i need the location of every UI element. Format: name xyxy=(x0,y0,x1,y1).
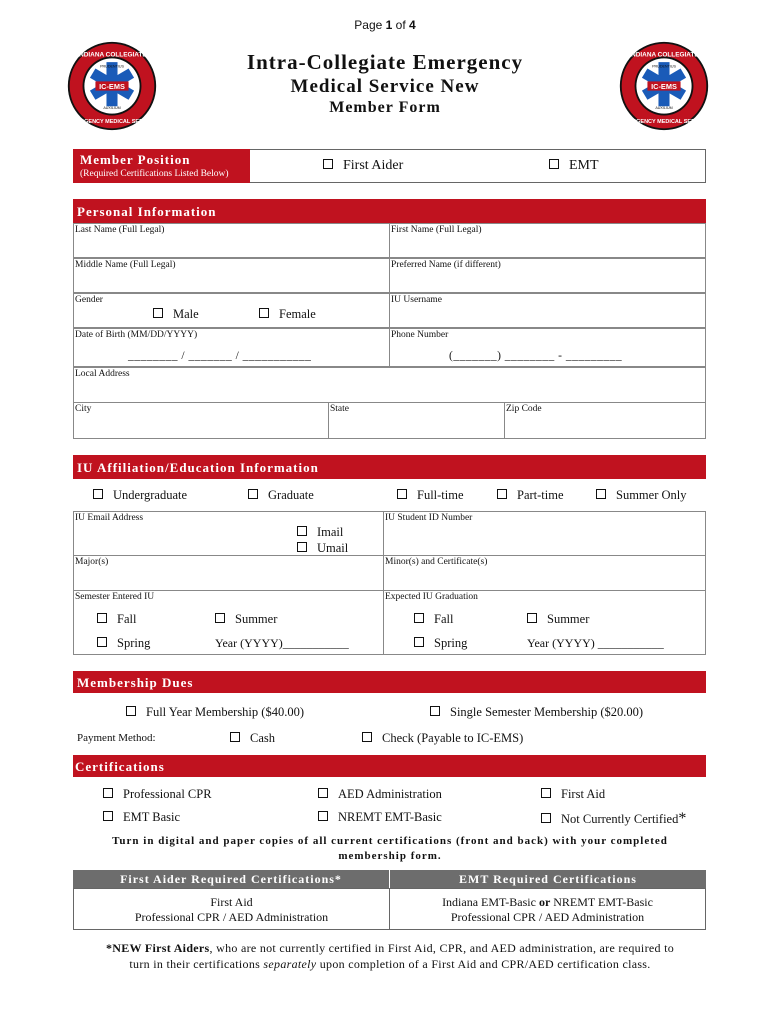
grad-year-blank[interactable]: Year (YYYY) ___________ xyxy=(527,636,664,650)
svg-text:INDIANA COLLEGIATE: INDIANA COLLEGIATE xyxy=(77,51,147,59)
not-currently-certified-checkbox[interactable]: Not Currently Certified* xyxy=(541,810,686,828)
single-semester-membership-checkbox[interactable]: Single Semester Membership ($20.00) xyxy=(430,705,643,720)
member-position-subtitle: (Required Certifications Listed Below) xyxy=(80,169,229,179)
emt-basic-checkbox[interactable]: EMT Basic xyxy=(103,810,180,825)
state-field[interactable]: State xyxy=(328,402,505,439)
local-address-field[interactable]: Local Address xyxy=(73,367,706,403)
affiliation-header xyxy=(73,455,706,479)
gender-field: Gender xyxy=(73,293,390,328)
umail-checkbox[interactable]: Umail xyxy=(297,541,348,556)
student-id-field[interactable]: IU Student ID Number xyxy=(383,511,706,556)
dob-blank: ________ / _______ / ___________ xyxy=(128,350,312,362)
expected-graduation-field: Expected IU Graduation xyxy=(383,590,706,655)
summer-only-checkbox[interactable]: Summer Only xyxy=(596,488,686,503)
zip-code-field[interactable]: Zip Code xyxy=(504,402,706,439)
certifications-note: Turn in digital and paper copies of all current certifications (front and back) with your completed membership form. xyxy=(112,835,668,862)
svg-text:EMERGENCY MEDICAL SERVICE: EMERGENCY MEDICAL SERVICE xyxy=(620,118,708,125)
dues-title: Membership Dues xyxy=(77,675,194,690)
male-checkbox[interactable]: Male xyxy=(153,307,199,322)
entered-fall-checkbox[interactable]: Fall xyxy=(97,612,136,627)
svg-text:IC-EMS: IC-EMS xyxy=(99,81,125,91)
svg-text:EMERGENCY MEDICAL SERVICE: EMERGENCY MEDICAL SERVICE xyxy=(68,118,156,125)
professional-cpr-checkbox[interactable]: Professional CPR xyxy=(103,787,212,802)
form-title-line2: Medical Service New xyxy=(290,76,480,97)
member-position-header xyxy=(73,149,250,183)
graduate-checkbox[interactable]: Graduate xyxy=(248,488,314,503)
preferred-name-field[interactable]: Preferred Name (if different) xyxy=(389,258,706,293)
affiliation-title: IU Affiliation/Education Information xyxy=(77,460,319,475)
svg-text:AUXILIUM: AUXILIUM xyxy=(655,106,673,110)
svg-text:PRUDENTIUS: PRUDENTIUS xyxy=(100,64,124,69)
first-name-field[interactable]: First Name (Full Legal) xyxy=(389,223,706,258)
grad-fall-checkbox[interactable]: Fall xyxy=(414,612,453,627)
personal-info-header xyxy=(73,199,706,223)
first-aider-checkbox[interactable]: First Aider xyxy=(323,158,403,174)
minor-field[interactable]: Minor(s) and Certificate(s) xyxy=(383,555,706,591)
svg-text:AUXILIUM: AUXILIUM xyxy=(103,106,121,110)
first-aider-required-cell: First Aid Professional CPR / AED Administration xyxy=(73,888,390,930)
iu-username-field[interactable]: IU Username xyxy=(389,293,706,328)
nremt-emt-basic-checkbox[interactable]: NREMT EMT-Basic xyxy=(318,810,442,825)
iu-email-field[interactable]: IU Email Address xyxy=(73,511,384,556)
city-field[interactable]: City xyxy=(73,402,329,439)
cash-checkbox[interactable]: Cash xyxy=(230,731,275,746)
dob-field[interactable]: Date of Birth (MM/DD/YYYY) xyxy=(73,328,390,367)
major-field[interactable]: Major(s) xyxy=(73,555,384,591)
svg-text:INDIANA COLLEGIATE: INDIANA COLLEGIATE xyxy=(629,51,699,59)
emt-required-cell: Indiana EMT-Basic or NREMT EMT-Basic Professional CPR / AED Administration xyxy=(389,888,706,930)
page-number: Page 1 of 4 xyxy=(354,18,416,32)
check-checkbox[interactable]: Check (Payable to IC-EMS) xyxy=(362,731,523,746)
phone-blank: (_______) ________ - _________ xyxy=(449,350,623,362)
form-title-line3: Member Form xyxy=(329,99,441,116)
svg-text:PRUDENTIUS: PRUDENTIUS xyxy=(652,64,676,69)
payment-method-label: Payment Method: xyxy=(77,732,156,744)
dues-header xyxy=(73,671,706,693)
entered-spring-checkbox[interactable]: Spring xyxy=(97,636,150,651)
female-checkbox[interactable]: Female xyxy=(259,307,316,322)
svg-text:IC-EMS: IC-EMS xyxy=(651,81,677,91)
certifications-header xyxy=(73,755,706,777)
grad-spring-checkbox[interactable]: Spring xyxy=(414,636,467,651)
footnote: *NEW First Aiders, who are not currently certified in First Aid, CPR, and AED administration, are required to turn in their certifications separately upon completion of a First Aid and CPR/AED certification class. xyxy=(105,941,675,971)
full-year-membership-checkbox[interactable]: Full Year Membership ($40.00) xyxy=(126,705,304,720)
member-position-title: Member Position xyxy=(80,152,191,167)
first-aid-checkbox[interactable]: First Aid xyxy=(541,787,605,802)
aed-administration-checkbox[interactable]: AED Administration xyxy=(318,787,442,802)
entered-summer-checkbox[interactable]: Summer xyxy=(215,612,277,627)
emt-required-header: EMT Required Certifications xyxy=(390,870,706,888)
form-title-line1: Intra-Collegiate Emergency xyxy=(246,50,524,74)
imail-checkbox[interactable]: Imail xyxy=(297,525,343,540)
personal-info-title: Personal Information xyxy=(77,204,217,219)
part-time-checkbox[interactable]: Part-time xyxy=(497,488,564,503)
full-time-checkbox[interactable]: Full-time xyxy=(397,488,464,503)
phone-field[interactable]: Phone Number xyxy=(389,328,706,367)
middle-name-field[interactable]: Middle Name (Full Legal) xyxy=(73,258,390,293)
first-aider-required-header: First Aider Required Certifications* xyxy=(73,870,389,888)
undergraduate-checkbox[interactable]: Undergraduate xyxy=(93,488,187,503)
emt-checkbox[interactable]: EMT xyxy=(549,158,599,174)
semester-entered-field: Semester Entered IU xyxy=(73,590,384,655)
grad-summer-checkbox[interactable]: Summer xyxy=(527,612,589,627)
certifications-title: Certifications xyxy=(75,759,165,774)
last-name-field[interactable]: Last Name (Full Legal) xyxy=(73,223,390,258)
entered-year-blank[interactable]: Year (YYYY)___________ xyxy=(215,636,349,650)
